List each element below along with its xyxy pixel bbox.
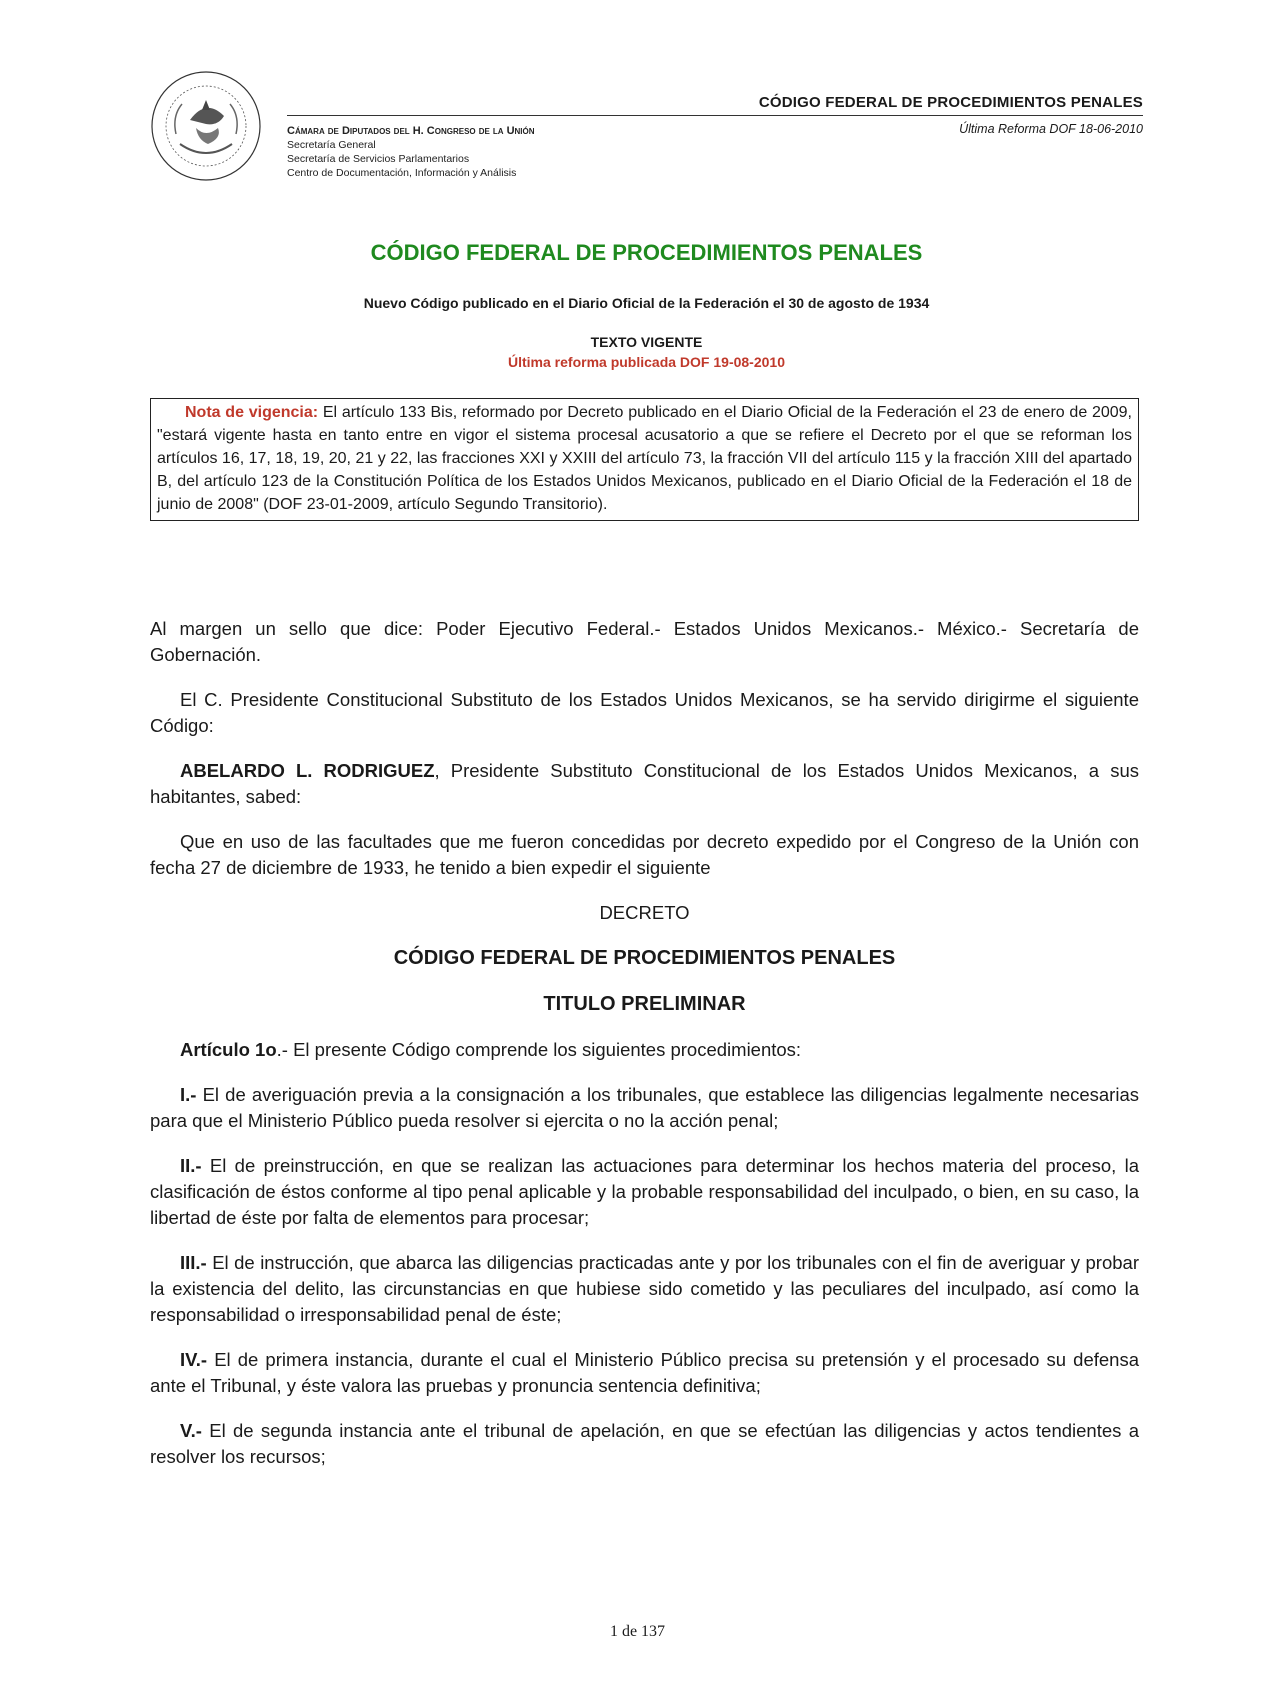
publication-line: Nuevo Código publicado en el Diario Oficial de la Federación el 30 de agosto de 1934 xyxy=(363,295,930,311)
institution-line-4: Centro de Documentación, Información y Análisis xyxy=(287,167,517,179)
article-1-text: .- El presente Código comprende los siguientes procedimientos: xyxy=(276,1039,802,1060)
fraction-text: El de segunda instancia ante el tribunal de apelación, en que se efectúan las diligencias y actos tendientes a resolver los recursos; xyxy=(150,1420,1139,1467)
main-title: CÓDIGO FEDERAL DE PROCEDIMIENTOS PENALES xyxy=(370,240,923,265)
nota-de-vigencia-box xyxy=(150,398,1139,521)
coat-of-arms-seal-icon xyxy=(150,70,262,182)
document-body xyxy=(150,616,1139,1489)
fraction-text: El de primera instancia, durante el cual el Ministerio Público precisa su pretensión y el procesado su defensa ante el Tribunal, y éste valora las pruebas y pronuncia sentencia definitiva; xyxy=(150,1349,1139,1396)
abelardo-rest: , Presidente Substituto Constitucional de los Estados Unidos Mexicanos, a sus habitantes, sabed: xyxy=(150,760,1139,807)
institution-block xyxy=(287,124,535,180)
titulo-preliminar-heading: TITULO PRELIMINAR xyxy=(543,993,746,1015)
fraction-item xyxy=(150,1418,1139,1470)
header-doc-title-wrap xyxy=(759,94,1143,114)
ultima-reforma: Última reforma publicada DOF 19-08-2010 xyxy=(508,354,785,370)
code-heading: CÓDIGO FEDERAL DE PROCEDIMIENTOS PENALES xyxy=(393,947,896,969)
fraction-number: II.- xyxy=(180,1155,202,1176)
header-reforma: Última Reforma DOF 18-06-2010 xyxy=(959,122,1143,136)
fraction-text: El de instrucción, que abarca las diligencias practicadas ante y por los tribunales con el fin de averiguar y probar la existencia del delito, las circunstancias en que hubiese sido cometido y las peculiares del inculpado, así como la responsabilidad o irresponsabilidad penal de éste; xyxy=(150,1252,1139,1325)
fraction-number: IV.- xyxy=(180,1349,208,1370)
institution-line-2: Secretaría General xyxy=(287,139,376,151)
decreto-label: DECRETO xyxy=(599,902,690,923)
fraction-number: III.- xyxy=(180,1252,207,1273)
fraction-number: V.- xyxy=(180,1420,202,1441)
abelardo-name: ABELARDO L. RODRIGUEZ xyxy=(180,760,435,781)
fraction-item xyxy=(150,1153,1139,1231)
institution-camara: Cámara de Diputados del H. Congreso de la Unión xyxy=(287,125,535,137)
article-1 xyxy=(150,1037,1139,1063)
article-1-label: Artículo 1o xyxy=(180,1039,277,1060)
page-number: 1 de 137 xyxy=(609,1623,666,1640)
nota-text: El artículo 133 Bis, reformado por Decreto publicado en el Diario Oficial de la Federación el 23 de enero de 2009, "estará vigente hasta en tanto entre en vigor el sistema procesal acusatorio a que se refiere el Decreto por el que se reforman los artículos 16, 17, 18, 19, 20, 21 y 22, las fracciones XXI y XXIII del artículo 73, la fracción VII del artículo 115 y la fracción XIII del apartado B, del artículo 123 de la Constitución Política de los Estados Unidos Mexicanos, publicado en el Diario Oficial de la Federación el 18 de junio de 2008" (DOF 23-01-2009, artículo Segundo Transitorio). xyxy=(157,404,1133,513)
fraction-text: El de preinstrucción, en que se realizan las actuaciones para determinar los hechos materia del proceso, la clasificación de éstos conforme al tipo penal aplicable y la probable responsabilidad del inculpado, o bien, en su caso, la libertad de éste por falta de elementos para procesar; xyxy=(150,1155,1139,1228)
nota-label: Nota de vigencia: xyxy=(185,404,319,421)
header-doc-title: CÓDIGO FEDERAL DE PROCEDIMIENTOS PENALES xyxy=(758,94,1143,111)
paragraph-facultades: Que en uso de las facultades que me fueron concedidas por decreto expedido por el Congreso de la Unión con fecha 27 de diciembre de 1933, he tenido a bien expedir el siguiente xyxy=(150,831,1139,878)
paragraph-margen: Al margen un sello que dice: Poder Ejecutivo Federal.- Estados Unidos Mexicanos.- México.- Secretaría de Gobernación. xyxy=(150,618,1139,665)
fraction-item xyxy=(150,1250,1139,1328)
fraction-item xyxy=(150,1347,1139,1399)
texto-vigente: TEXTO VIGENTE xyxy=(590,334,703,350)
institution-line-3: Secretaría de Servicios Parlamentarios xyxy=(287,153,470,165)
paragraph-presidente: El C. Presidente Constitucional Substituto de los Estados Unidos Mexicanos, se ha servido dirigirme el siguiente Código: xyxy=(150,689,1139,736)
paragraph-abelardo xyxy=(150,758,1139,810)
fraction-text: El de averiguación previa a la consignación a los tribunales, que establece las diligencias legalmente necesarias para que el Ministerio Público pueda resolver si ejercita o no la acción penal; xyxy=(150,1084,1139,1131)
header-divider xyxy=(287,115,1143,116)
fraction-number: I.- xyxy=(180,1084,197,1105)
fraction-item xyxy=(150,1082,1139,1134)
